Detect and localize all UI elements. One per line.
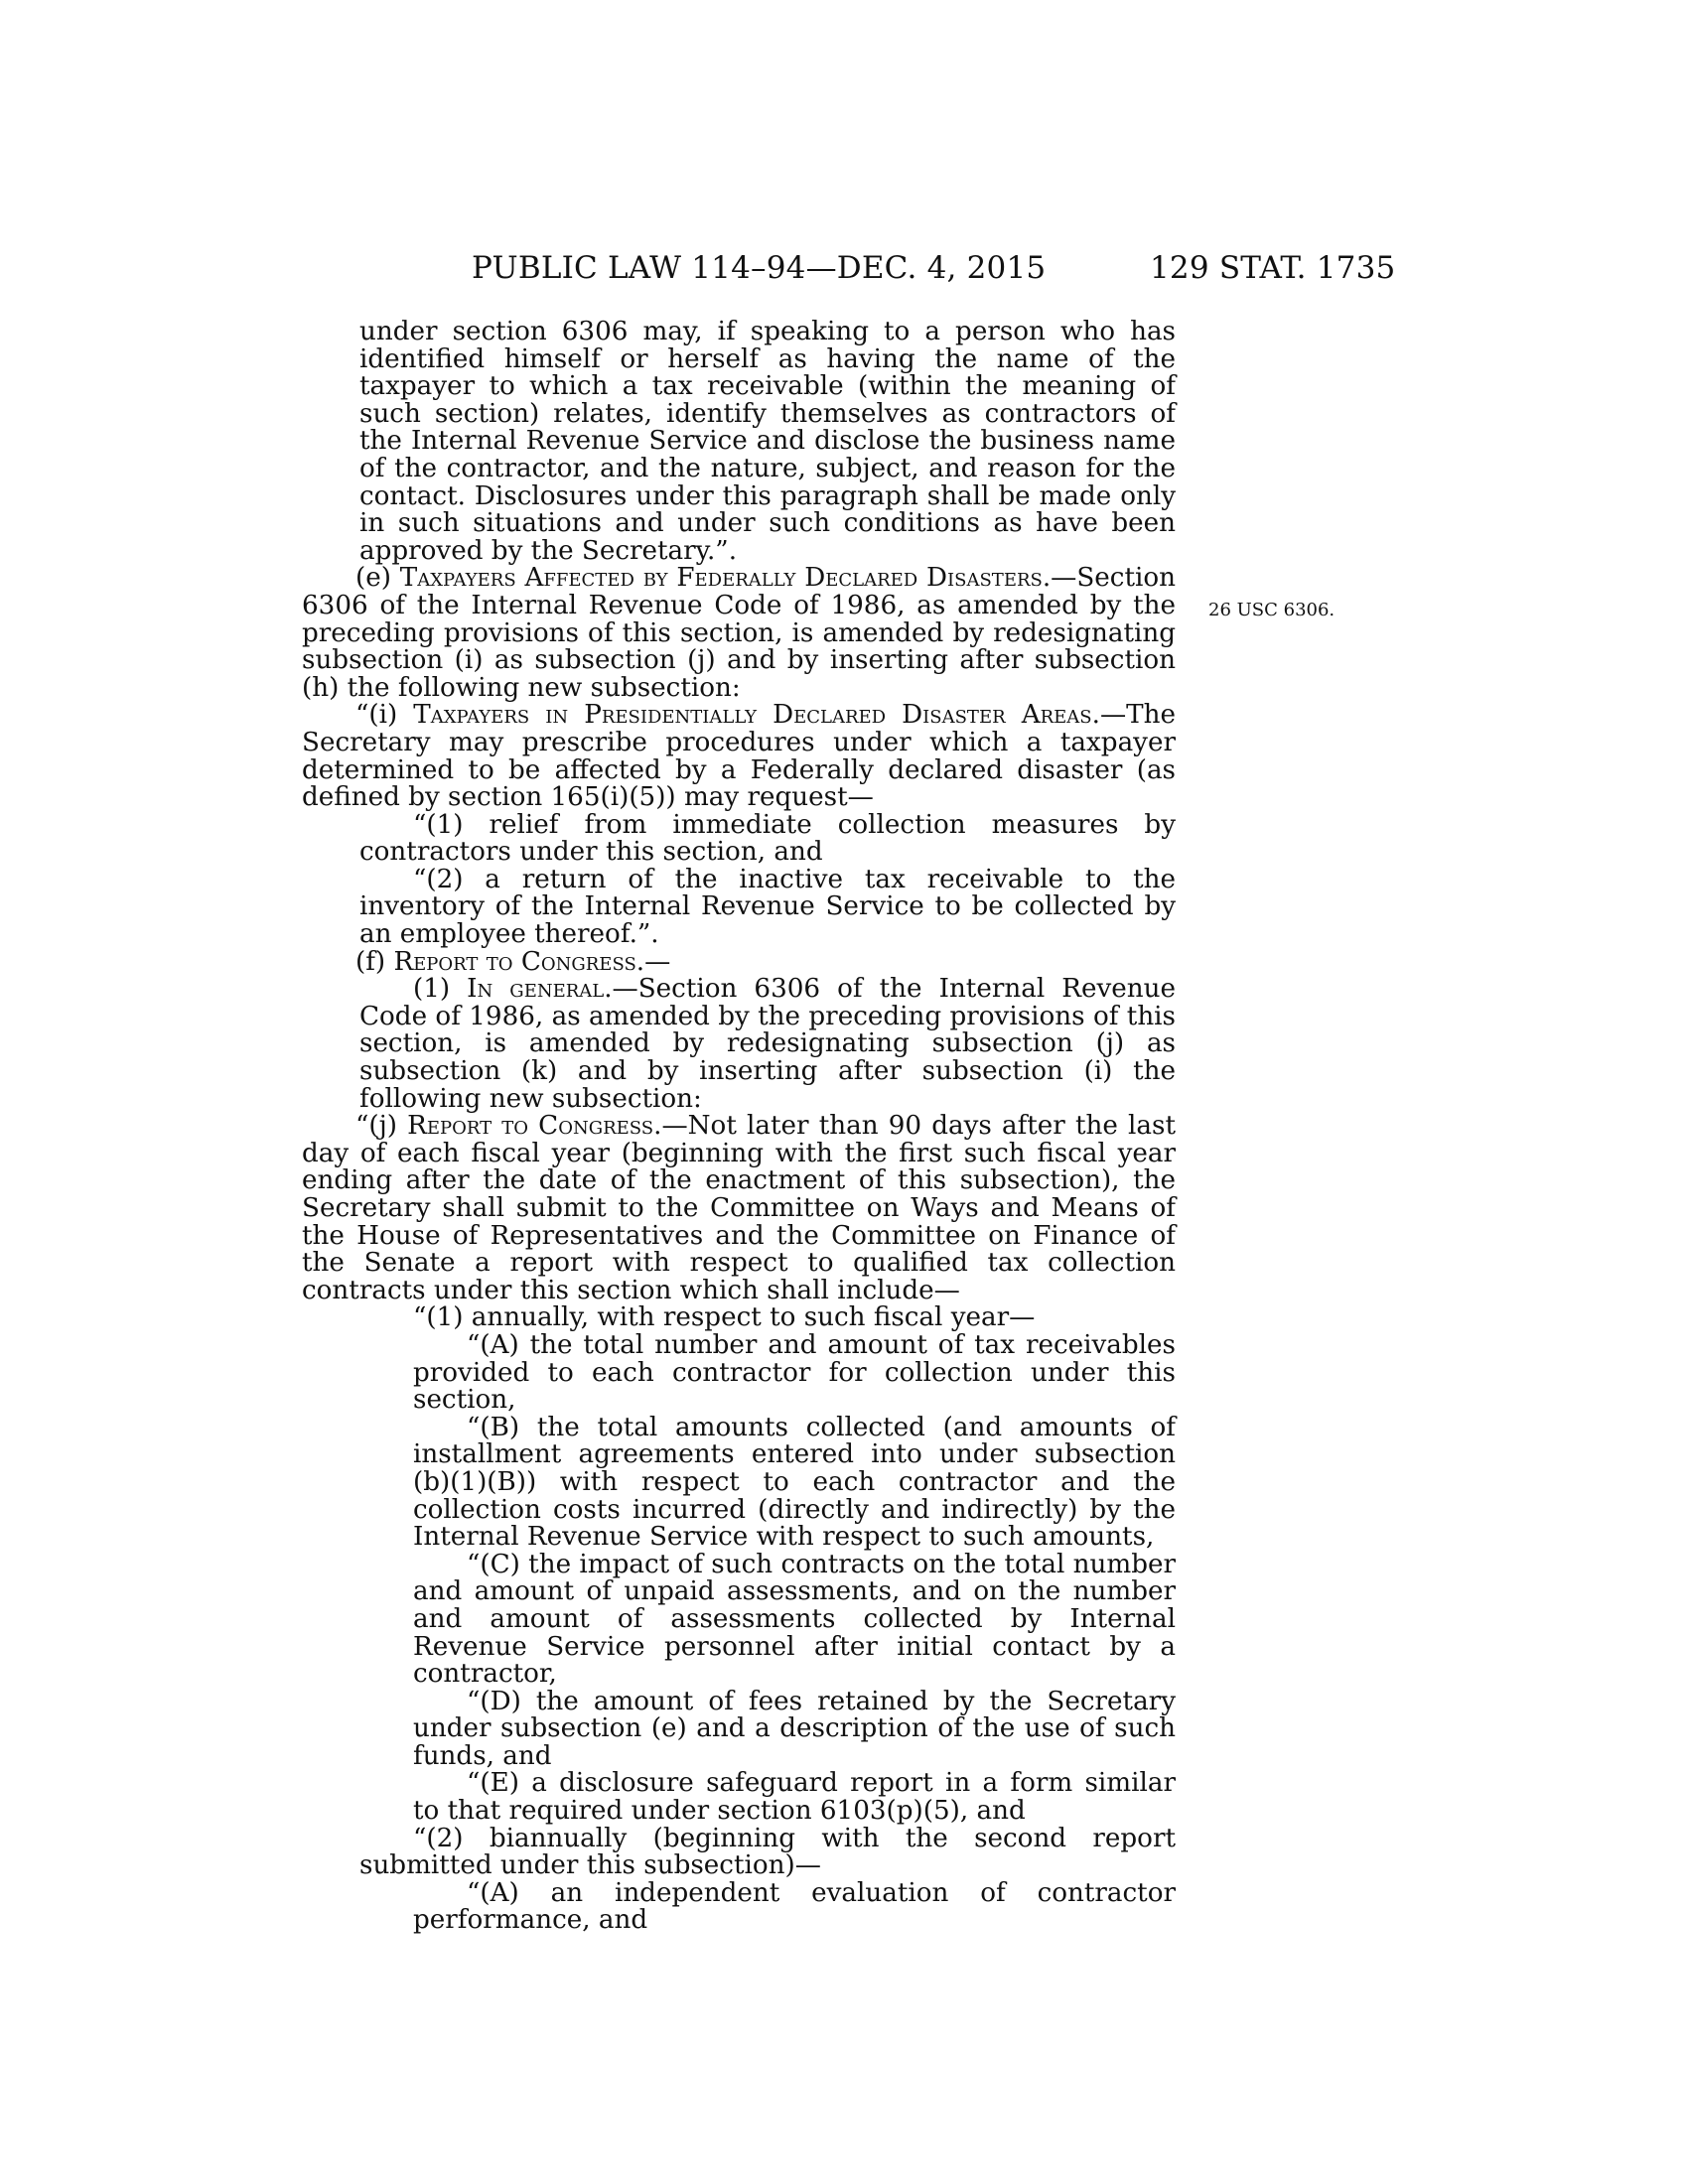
subsection-i-text: —The Secretary may prescribe procedures under which a taxpayer determined to be affected by a Federally declared disaster (as defined by section 165(i)(5)) may request— [302, 700, 1176, 813]
running-header-title: PUBLIC LAW 114–94—DEC. 4, 2015 [472, 250, 1047, 286]
subsection-e-text: —Section 6306 of the Internal Revenue Code of 1986, as amended by the preceding provisions of this section, is amended by redesignating subsection (i) as subsection (j) and by inserting after subsection (h) the following new subsection: [302, 563, 1176, 703]
clause-i-1-text: “(1) relief from immediate collection measures by contractors under this section, and [359, 809, 1176, 868]
subsection-j [302, 1113, 1176, 1304]
paragraph-f-1-text: —Section 6306 of the Internal Revenue Code of 1986, as amended by the preceding provisions of this section, is amended by redesignating subsection (j) as subsection (k) and by inserting after subsection (i) the following new subsection: [359, 974, 1176, 1114]
subsection-j-lead: “(j) [355, 1111, 408, 1142]
clause-j-1: “(1) annually, with respect to such fiscal year— [413, 1302, 1036, 1333]
subsection-i-lead: “(i) [355, 700, 414, 731]
paragraph-f-1-lead: (1) [413, 974, 468, 1005]
paragraph-f-1-heading: In general. [467, 974, 613, 1005]
statute-body [302, 319, 1176, 1935]
running-header-stat-page: 129 STAT. 1735 [1150, 250, 1396, 286]
clause-j-1-C: “(C) the impact of such contracts on the total number and amount of unpaid assessments, and on the number and amount of assessments collected by Internal Revenue Service personnel after initial contact by a contractor, [413, 1549, 1176, 1690]
subsection-i [302, 702, 1176, 811]
subsection-f-lead: (f) [355, 946, 394, 977]
clause-j-1-A: “(A) the total number and amount of tax receivables provided to each contractor for collection under this section, [413, 1329, 1176, 1416]
clause-j-1-B: “(B) the total amounts collected (and amounts of installment agreements entered into under subsection (b)(1)(B)) with respect to each contractor and the collection costs incurred (directly and indirectly) by the Internal Revenue Service with respect to such amounts, [413, 1412, 1176, 1553]
subsection-e [302, 565, 1176, 702]
subsection-f-text: — [644, 946, 671, 977]
subsection-f [302, 946, 1176, 977]
clause-j-2: “(2) biannually (beginning with the second report submitted under this subsection)— [359, 1823, 1176, 1881]
subsection-j-heading: Report to Congress. [407, 1111, 662, 1142]
margin-citation-note: 26 USC 6306. [1208, 600, 1336, 620]
subsection-e-heading: Taxpayers Affected by Federally Declared Disasters. [399, 563, 1052, 594]
paragraph-continuation: under section 6306 may, if speaking to a person who has identified himself or herself as having the name of the taxpayer to which a tax receivable (within the meaning of such section) relates, identify themselves as contractors of the Internal Revenue Service and disclose the business name of the contractor, and the nature, subject, and reason for the contact. Disclosures under this paragraph shall be made only in such situations and under such conditions as have been approved by the Secretary.”. [359, 317, 1176, 566]
subsection-i-heading: Taxpayers in Presidentially Declared Disaster Areas. [413, 700, 1100, 731]
subsection-f-heading: Report to Congress. [393, 946, 645, 977]
clause-i-2 [302, 864, 1176, 950]
clause-i-2-text: “(2) a return of the inactive tax receivable to the inventory of the Internal Revenue Service to be collected by an employee thereof.”. [359, 864, 1176, 950]
clause-j-1-D: “(D) the amount of fees retained by the Secretary under subsection (e) and a description of the use of such funds, and [413, 1686, 1176, 1771]
subsection-j-text: —Not later than 90 days after the last day of each fiscal year (beginning with the first such fiscal year ending after the date of the enactment of this subsection), the Secretary shall submit to the Committee on Ways and Means of the House of Representatives and the Committee on Finance of the Senate a report with respect to qualified tax collection contracts under this section which shall include— [302, 1111, 1176, 1305]
paragraph-f-1 [302, 976, 1176, 1113]
clause-i-1 [302, 809, 1176, 868]
subsection-e-lead: (e) [355, 563, 400, 594]
clause-j-2-A: “(A) an independent evaluation of contractor performance, and [413, 1877, 1176, 1936]
clause-j-1-E: “(E) a disclosure safeguard report in a form similar to that required under section 6103(p)(5), and [413, 1768, 1176, 1827]
